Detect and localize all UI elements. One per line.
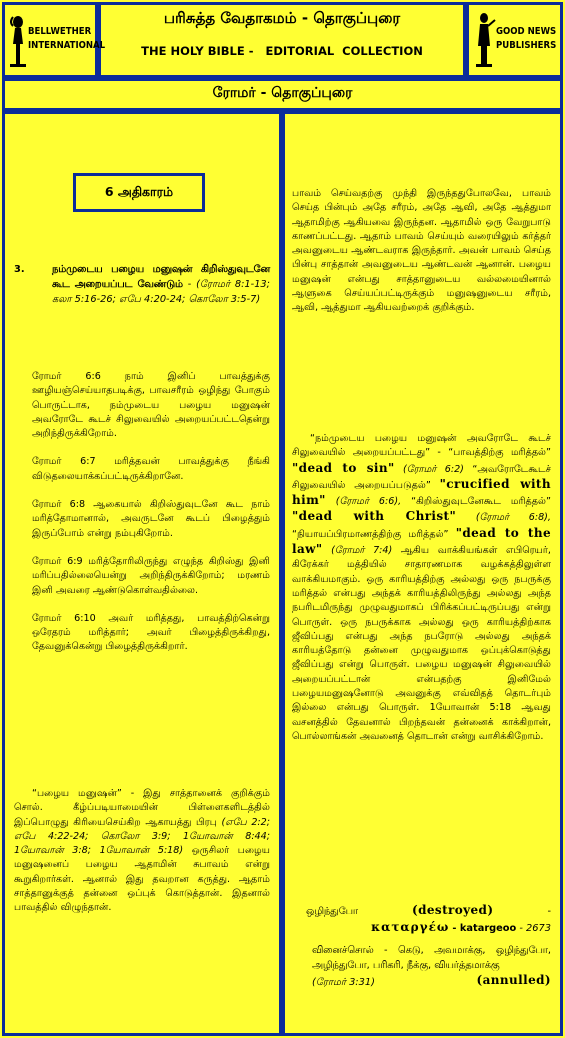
right-logo-line-2: PUBLISHERS [496, 40, 557, 51]
word-greek-line [306, 920, 551, 936]
left-logo-line-2: INTERNATIONAL [28, 40, 106, 51]
word-greek: καταργέω [371, 920, 450, 934]
left-logo-line-1: BELLWETHER [28, 26, 92, 37]
section-heading [14, 262, 270, 307]
verse-6-6: ரோமர் 6:6 நாம் இனிப் பாவத்துக்கு ஊழியஞ்செய்யாதபடிக்கு, பாவசரீரம் ஒழிந்து போகும் பொருட்டாக, நம்முடைய பழைய மனுஷன் அவரோடே கூடச் சிலுவையில் அறையப்பட்டதென்று அறிந்திருக்கிறோம். [32, 371, 270, 440]
herald-icon [472, 12, 496, 68]
book-title: ரோமர் - தொகுப்புரை [212, 85, 353, 101]
word-study-heading [306, 903, 551, 919]
good-news-logo [472, 10, 560, 72]
old-man-references: (எபே 2:2; எபே 4:22-24; கொலோ 3:9; 1யோவான் 8:44; 1யோவான் 3:8; 1யோவான் 5:18) [14, 816, 270, 857]
header-title-tamil: பரிசுத்த வேதாகமம் - தொகுப்புரை [163, 9, 401, 27]
verse-6-10: ரோமர் 6:10 அவர் மரித்தது, பாவத்திற்கென்று ஒரேதரம் மரித்தார்; அவர் பிழைத்திருக்கிறது, தேவனுக்கென்று பிழைத்திருக்கிறார். [32, 612, 270, 653]
old-man-commentary [14, 787, 270, 916]
right-paragraph-2 [292, 432, 551, 744]
ref-romans-6-8: (ரோமர் 6:8), [475, 512, 551, 524]
word-reference: (ரோமர் 3:31) [312, 977, 375, 988]
word-study [306, 903, 551, 990]
verse-6-9: ரோமர் 6:9 மரித்தோரிலிருந்து எழுந்த கிறிஸ்து இனி மரிப்பதில்லையென்று அறிந்திருக்கிறோம்; மரணம் இனி அவரை ஆண்டுகொள்வதில்லை. [32, 555, 270, 596]
section-number: 3. [14, 264, 25, 275]
bellwether-logo [8, 10, 106, 72]
ref-romans-7-4: (ரோமர் 7:4) [331, 545, 393, 557]
english-dead-to-sin: "dead to sin" [292, 460, 395, 475]
section-title: நம்முடைய பழைய மனுஷன் கிறிஸ்துவுடனே கூட அறையப்பட வேண்டும் [52, 264, 270, 290]
verse-6-8: ரோமர் 6:8 ஆகையால் கிறிஸ்துவுடனே கூட நாம் மரித்தோமானால், அவருடனே கூடப் பிழைத்தும் இருப்போம் என்று நம்புகிறோம். [32, 499, 270, 539]
left-column-body [32, 370, 270, 669]
word-tamil: ஒழிந்துபோ [306, 906, 358, 917]
phrase-explanation: ஆகிய வாக்கியங்கள் எபிரெயர், கிரேக்கர் மத்தியில் சாதாரணமாக வழக்கத்திலுள்ள வாக்கியமாகும். ஒரு காரியத்திற்கு அல்லது ஒரு நபருக்கு மரித்தல் என்பது அந்தக் காரியத்திலிருந்து அல்லது அந்த நபரிடமிருந்து முழுவதுமாகப் பிரிக்கப்பட்டிருப்பது என்று பொருள். ஒரு நபருக்காக அல்லது ஒரு காரியத்திற்காக ஜீவிப்பது என்பது அந்த நபரோடு அல்லது அந்தக் காரியத்தோடு தன்னை முழுவதுமாக ஒப்புக்கொடுத்து ஜீவிப்பது என்று பொருள். பழைய மனுஷன் சிலுவையில் அறையப்பட்டான் என்பதற்கு இனிமேல் பழையமனுஷனோடு அவனுக்கு எவ்விதத் தொடர்பும் இல்லை என்பது பொருள். 1யோவான் 5:18 ஆவது வசனத்தில் தேவனால் பிறந்தவன் தன்னைக் காக்கிறான், பொல்லாங்கன் அவனைத் தொடான் என்று வாசிக்கிறோம். [292, 545, 551, 742]
word-dash: - [547, 906, 551, 917]
chapter-box [73, 173, 205, 212]
phrase-dead-to-law: “நியாயப்பிரமாணத்திற்கு மரித்தல்” [292, 528, 449, 540]
word-transliteration: - katargeoo [452, 923, 517, 934]
ref-romans-6-2: (ரோமர் 6:2) [403, 463, 464, 475]
right-paragraph-1: பாவம் செய்வதற்கு முந்தி இருந்ததுபோலவே, பாவம் செய்த பின்பும் அதே சரீரம், அதே ஆவி, அதே ஆத்துமா ஆதாமிற்கு ஆகியவை இருந்தன. ஆதாமில் ஒரு வேறுபாடு காணப்பட்டது. ஆதாம் பாவம் செய்யும் வரையிலும் கர்த்தர் அவனுடைய ஆண்டவராக இருந்தார். அவன் பாவம் செய்த பின்பு சாத்தான் அவனுடைய ஆண்டவன் ஆனான். பழைய மனுஷன் என்பது சாத்தானுடைய வல்லமையினால் ஆளுகை செய்யப்பட்டிருக்கும் மனுஷனுடைய சரீரம், ஆவி, ஆத்துமா ஆகியவற்றைக் குறிக்கும். [292, 188, 551, 314]
ram-icon [8, 14, 28, 68]
header-title-english: THE HOLY BIBLE - EDITORIAL COLLECTION [141, 44, 423, 58]
right-logo-line-1: GOOD NEWS [496, 26, 557, 37]
chapter-label: 6 அதிகாரம் [104, 184, 174, 199]
section-dash: - [187, 279, 192, 290]
english-dead-to-the-law: "dead to the law" [292, 525, 551, 557]
verse-6-7: ரோமர் 6:7 மரித்தவன் பாவத்துக்கு நீங்கி விடுதலையாக்கப்பட்டிருக்கிறானே. [32, 456, 270, 482]
word-english: (destroyed) [412, 903, 494, 917]
english-crucified-with-him: "crucified with him" [292, 476, 551, 508]
phrase-dead-with-christ: “கிறிஸ்துவுடனேகூட மரித்தல்” [411, 496, 551, 508]
ref-romans-6-6: (ரோமர் 6:6), [335, 496, 402, 508]
phrase-crucified-with-him: “அவரோடேகூடச் சிலுவையில் அறையப்படுதல்” [292, 463, 551, 491]
section-references: (ரோமர் 8:1-13; கலா 5:16-26; எபே 4:20-24; கொலோ 3:5-7) [52, 279, 270, 305]
old-man-text-1: “பழைய மனுஷன்” - இது சாத்தானைக் குறிக்கும் சொல். கீழ்ப்படியாமையின் பிள்ளைகளிடத்தில் இப்பொழுது கிரியைசெய்கிற ஆகாயத்து பிரபு [14, 788, 270, 828]
old-man-text-2: ஒருசிலர் பழைய மனுஷனைப் பழைய ஆதாமின் சுபாவம் என்று கூறுகிறார்கள். ஆனால் இது தவறான கருத்து. ஆதாம் சாத்தானுக்குத் தன்னை ஒப்புக் கொடுத்தான். இதனால் பாவத்தில் விழுந்தான். [14, 845, 270, 914]
phrase-old-man-crucified: “நம்முடைய பழைய மனுஷன் அவரோடே கூடச் சிலுவையில் அறையப்பட்டது” - “பாவத்திற்கு மரித்தல்” [292, 433, 551, 459]
english-dead-with-christ: "dead with Christ" [292, 509, 457, 524]
strongs-number: - 2673 [519, 923, 551, 934]
word-english-2: (annulled) [476, 973, 551, 987]
word-description: வினைச்சொல் - கெடு, அவமாக்கு, ஒழிந்துபோ, அழிந்துபோ, பரிகரி, நீக்கு, வியர்த்தமாக்கு [312, 945, 551, 971]
